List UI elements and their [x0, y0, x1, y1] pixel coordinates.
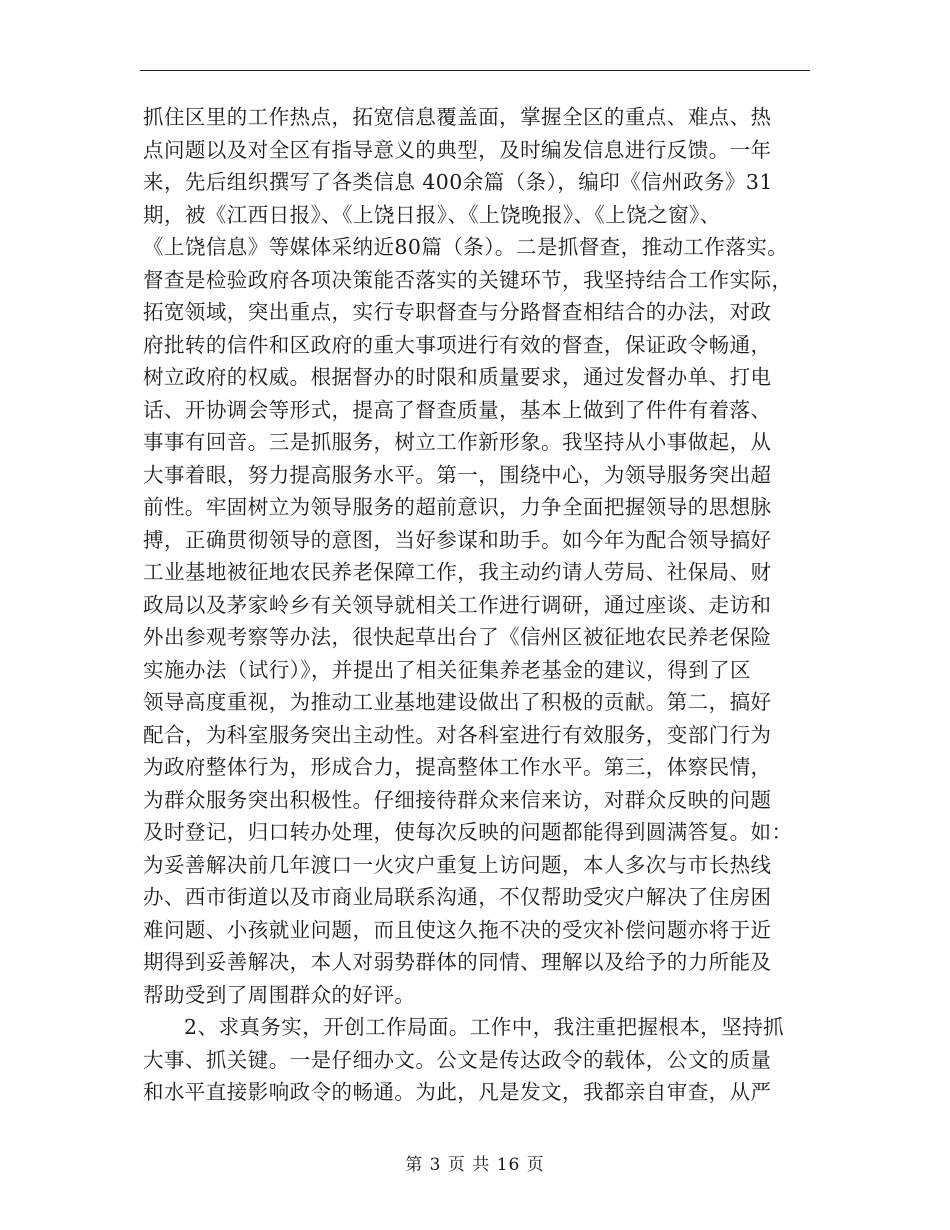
- header-rule: [140, 70, 810, 71]
- text-line: 事事有回音。三是抓服务，树立工作新形象。我坚持从小事做起，从: [143, 430, 772, 454]
- text-line: 为群众服务突出积极性。仔细接待群众来信来访，对群众反映的问题: [143, 787, 772, 812]
- text-line: 《上饶信息》等媒体采纳近80篇（条）。二是抓督查，推动工作落实。: [143, 235, 789, 259]
- text-line: 搏，正确贯彻领导的意图，当好参谋和助手。如今年为配合领导搞好: [143, 527, 772, 552]
- text-line: 府批转的信件和区政府的重大事项进行有效的督查，保证政令畅通，: [143, 332, 772, 357]
- text-line: 及时登记，归口转办处理，使每次反映的问题都能得到圆满答复。如：: [143, 820, 793, 844]
- text-line: 督查是检验政府各项决策能否落实的关键环节，我坚持结合工作实际，: [143, 267, 793, 292]
- text-line: 工业基地被征地农民养老保障工作，我主动约请人劳局、社保局、财: [143, 560, 772, 584]
- text-line: 话、开协调会等形式，提高了督查质量，基本上做到了件件有着落、: [143, 397, 772, 422]
- text-line: 点问题以及对全区有指导意义的典型，及时编发信息进行反馈。一年: [143, 137, 772, 162]
- page-number-footer: 第 3 页 共 16 页: [405, 1155, 545, 1175]
- text-line: 实施办法（试行）》，并提出了相关征集养老基金的建议，得到了区: [143, 657, 751, 682]
- text-line: 为政府整体行为，形成合力，提高整体工作水平。第三，体察民情，: [143, 755, 772, 779]
- paragraph-start-line: 2、求真务实，开创工作局面。工作中，我注重把握根本，坚持抓: [184, 1015, 785, 1039]
- text-line: 大事着眼，努力提高服务水平。第一，围绕中心，为领导服务突出超: [143, 462, 772, 487]
- text-line: 和水平直接影响政令的畅通。为此，凡是发文，我都亲自审查，从严: [143, 1080, 772, 1104]
- text-line: 办、西市街道以及市商业局联系沟通，不仅帮助受灾户解决了住房困: [143, 885, 772, 909]
- document-body: [143, 101, 843, 1109]
- text-line: 领导高度重视，为推动工业基地建设做出了积极的贡献。第二，搞好: [143, 690, 772, 714]
- text-line: 树立政府的权威。根据督办的时限和质量要求，通过发督办单、打电: [143, 365, 772, 389]
- text-line: 难问题、小孩就业问题，而且使这久拖不决的受灾补偿问题亦将于近: [143, 917, 772, 942]
- text-line: 前性。牢固树立为领导服务的超前意识，力争全面把握领导的思想脉: [143, 495, 772, 519]
- text-line: 外出参观考察等办法，很快起草出台了《信州区被征地农民养老保险: [143, 625, 772, 649]
- text-line: 拓宽领域，突出重点，实行专职督查与分路督查相结合的办法，对政: [143, 300, 772, 324]
- text-line: 为妥善解决前几年渡口一火灾户重复上访问题，本人多次与市长热线: [143, 852, 772, 877]
- text-line: 配合，为科室服务突出主动性。对各科室进行有效服务，变部门行为: [143, 722, 772, 747]
- text-line: 政局以及茅家岭乡有关领导就相关工作进行调研，通过座谈、走访和: [143, 592, 772, 617]
- text-line: 大事、抓关键。一是仔细办文。公文是传达政令的载体，公文的质量: [143, 1047, 772, 1072]
- text-line: 抓住区里的工作热点，拓宽信息覆盖面，掌握全区的重点、难点、热: [143, 105, 772, 129]
- text-line: 期，被《江西日报》、《上饶日报》、《上饶晚报》、《上饶之窗》、: [143, 202, 721, 227]
- text-line: 期得到妥善解决，本人对弱势群体的同情、理解以及给予的力所能及: [143, 950, 772, 974]
- text-line: 来，先后组织撰写了各类信息 400余篇（条），编印《信州政务》31: [143, 170, 773, 194]
- text-line: 帮助受到了周围群众的好评。: [143, 982, 416, 1007]
